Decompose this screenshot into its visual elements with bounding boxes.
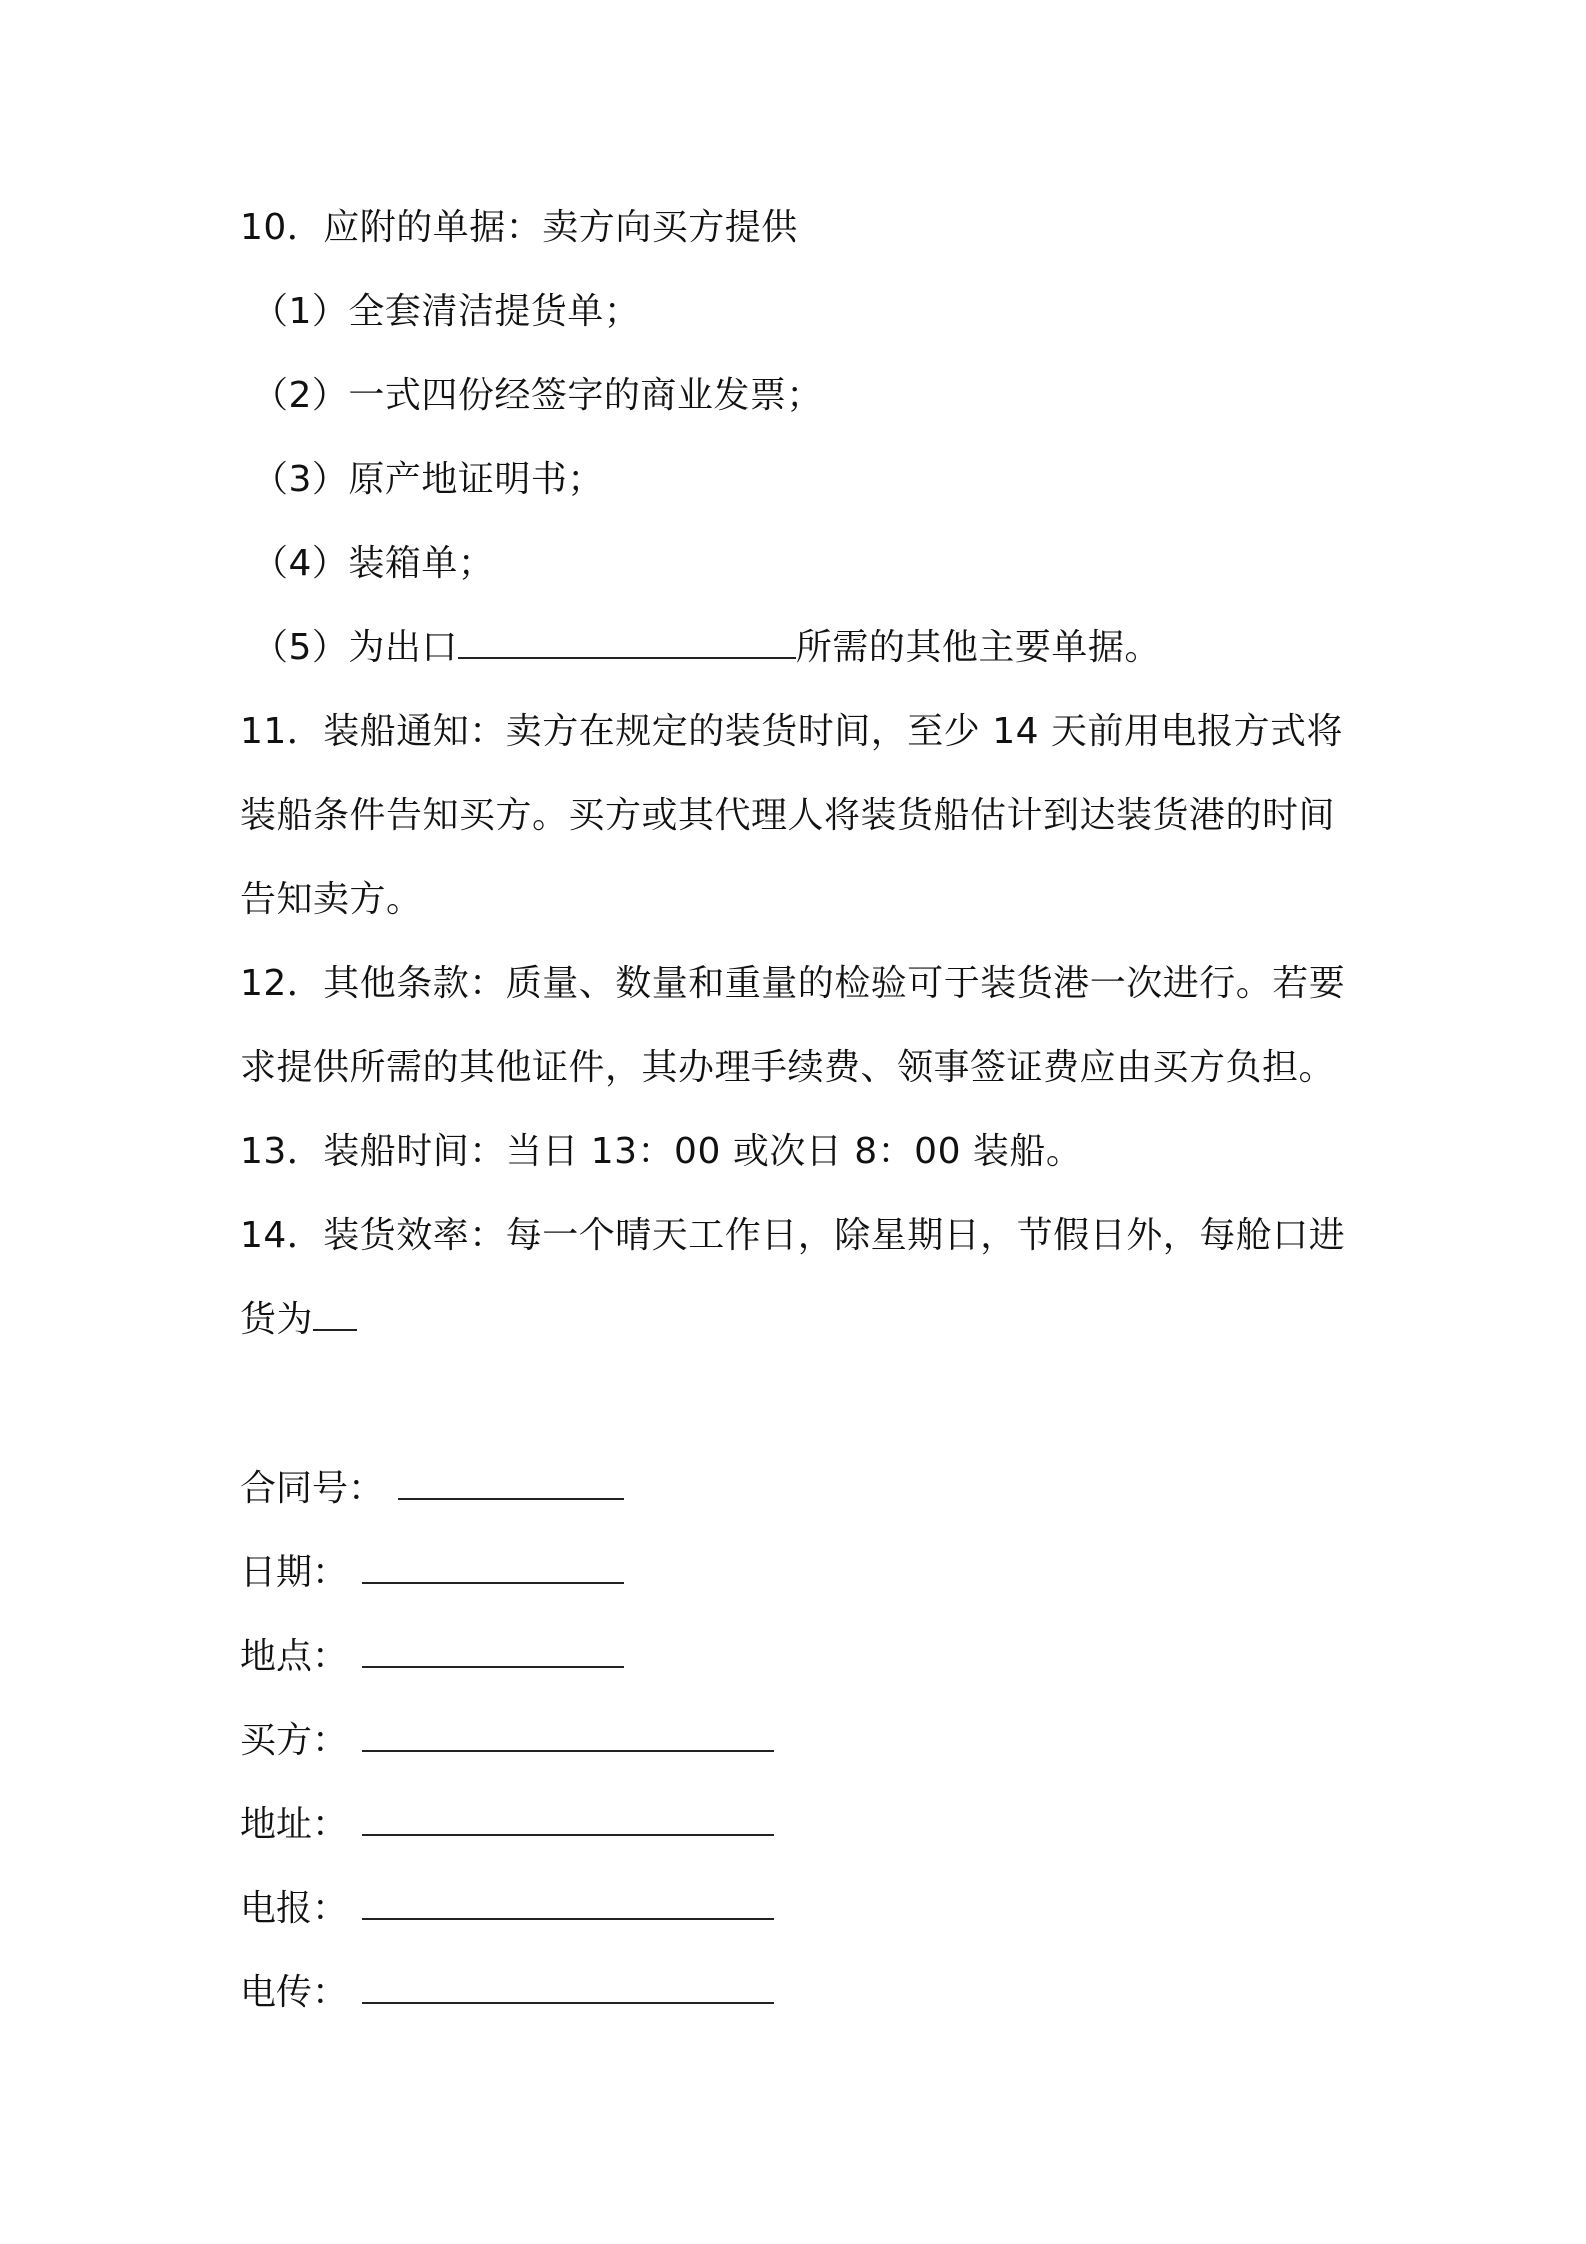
- loading-rate-blank-field[interactable]: [313, 1297, 357, 1331]
- clause-10-item-5-prefix: （5）为出口: [252, 627, 458, 668]
- clause-12-line-1: 12．其他条款：质量、数量和重量的检验可于装货港一次进行。若要: [240, 963, 1346, 1004]
- clause-10-item-4: （4）装箱单；: [252, 543, 495, 584]
- date-field: [240, 1546, 624, 1597]
- telegram-label: 电报：: [240, 1888, 349, 1929]
- clause-14-line-2: [240, 1296, 357, 1344]
- address-label: 地址：: [240, 1804, 349, 1845]
- fax-field: [240, 1966, 774, 2017]
- clause-10-item-1: （1）全套清洁提货单；: [252, 291, 641, 332]
- clause-11-line-2: 装船条件告知买方。买方或其代理人将装货船估计到达装货港的时间: [240, 795, 1336, 836]
- contract-no-label: 合同号：: [240, 1468, 385, 1509]
- buyer-label: 买方：: [240, 1720, 349, 1761]
- clause-10-item-2: （2）一式四份经签字的商业发票；: [252, 375, 823, 416]
- clause-10-item-5-suffix: 所需的其他主要单据。: [795, 627, 1161, 668]
- address-field: [240, 1798, 774, 1849]
- contract-no-field: [240, 1462, 624, 1513]
- place-field: [240, 1630, 624, 1681]
- buyer-input[interactable]: [362, 1714, 774, 1752]
- date-label: 日期：: [240, 1552, 349, 1593]
- clause-14-line-2-prefix: 货为: [240, 1299, 314, 1340]
- clause-11-line-3: 告知卖方。: [240, 879, 423, 920]
- fax-label: 电传：: [240, 1972, 349, 2013]
- contract-no-input[interactable]: [398, 1462, 624, 1500]
- clause-10-item-3: （3）原产地证明书；: [252, 459, 604, 500]
- clause-10-item-5: [252, 624, 1161, 672]
- fax-input[interactable]: [362, 1966, 774, 2004]
- export-blank-field[interactable]: [458, 625, 796, 659]
- telegram-input[interactable]: [362, 1882, 774, 1920]
- clause-14-line-1: 14．装货效率：每一个晴天工作日，除星期日，节假日外，每舱口进: [240, 1215, 1346, 1256]
- clause-13: 13．装船时间：当日 13：00 或次日 8：00 装船。: [240, 1131, 1083, 1172]
- place-label: 地点：: [240, 1636, 349, 1677]
- date-input[interactable]: [362, 1546, 624, 1584]
- clause-12-line-2: 求提供所需的其他证件，其办理手续费、领事签证费应由买方负担。: [240, 1047, 1336, 1088]
- clause-11-line-1: 11．装船通知：卖方在规定的装货时间，至少 14 天前用电报方式将: [240, 711, 1344, 752]
- buyer-field: [240, 1714, 774, 1765]
- clause-10-heading: 10．应附的单据：卖方向买方提供: [240, 207, 798, 248]
- address-input[interactable]: [362, 1798, 774, 1836]
- telegram-field: [240, 1882, 774, 1933]
- place-input[interactable]: [362, 1630, 624, 1668]
